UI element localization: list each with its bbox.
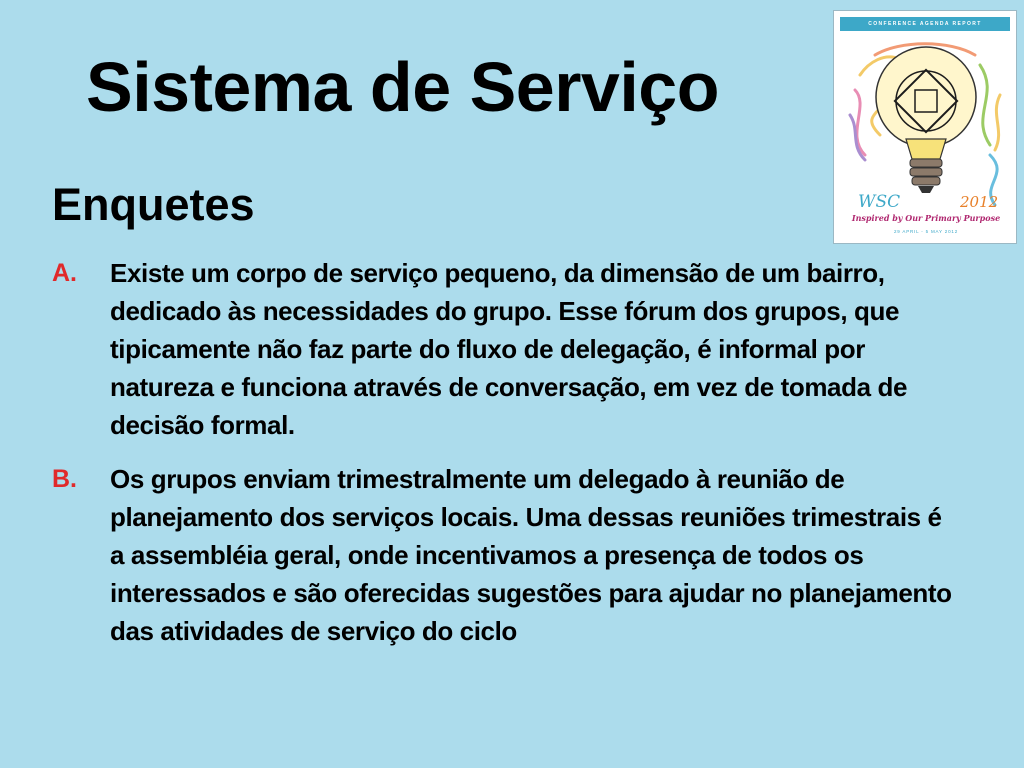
list-item-text: Os grupos enviam trimestralmente um delegado à reunião de planejamento dos serviços locais. Uma dessas reuniões trimestrais é a assembléia geral, onde incentivamos a presença de todos os interessados e são oferecidas sugestões para ajudar no planejamento das atividades de serviço do ciclo — [110, 464, 952, 646]
lightbulb-illustration — [840, 35, 1012, 241]
cover-dates: 29 APRIL - 5 MAY 2012 — [894, 229, 958, 234]
cover-logo-right: 2012 — [960, 193, 999, 211]
bullet-list — [52, 254, 952, 666]
slide-title: Sistema de Serviço — [86, 48, 719, 126]
cover-header-bar — [840, 17, 1010, 31]
slide-subtitle: Enquetes — [52, 179, 255, 230]
cover-logo-left: WSC — [858, 192, 901, 212]
list-marker: A. — [52, 259, 77, 287]
list-marker: B. — [52, 465, 77, 493]
wsc-report-cover-image — [833, 10, 1017, 244]
list-item-text: Existe um corpo de serviço pequeno, da dimensão de um bairro, dedicado às necessidades do grupo. Esse fórum dos grupos, que tipicamente não faz parte do fluxo de delegação, é informal por natureza e funciona através de conversação, em vez de tomada de decisão formal. — [110, 258, 908, 440]
cover-tagline: Inspired by Our Primary Purpose — [851, 213, 1001, 223]
cover-header-text: CONFERENCE AGENDA REPORT — [868, 21, 982, 27]
list-item — [52, 254, 952, 444]
list-item — [52, 460, 952, 650]
